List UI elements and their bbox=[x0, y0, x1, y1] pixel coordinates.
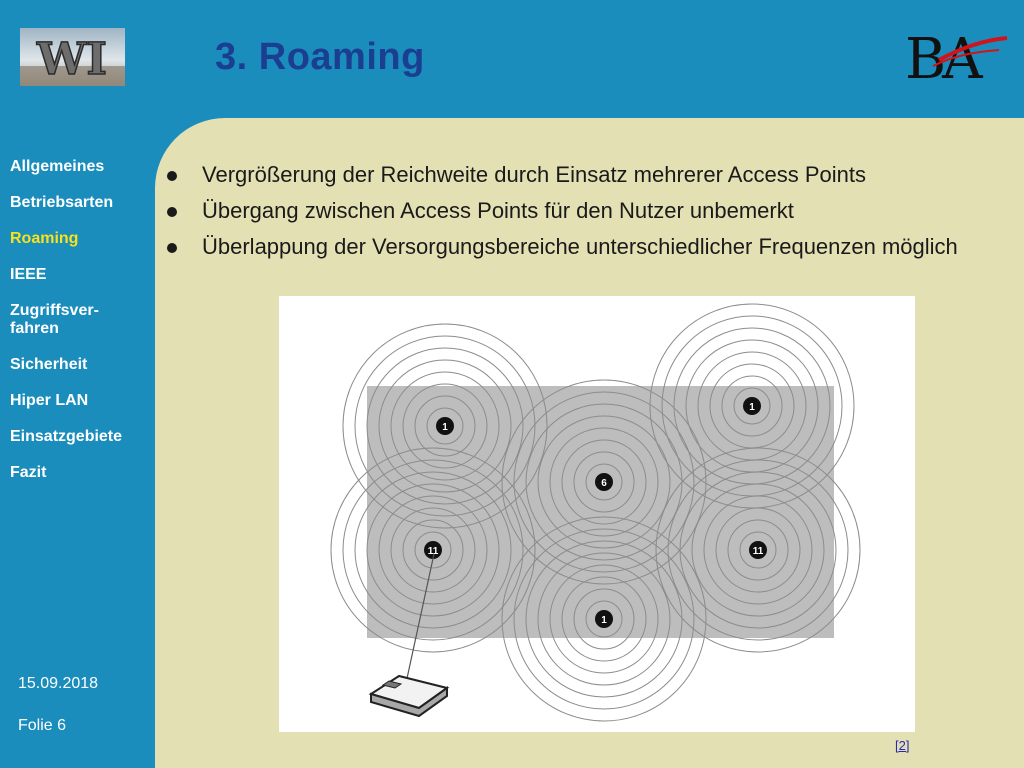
access-point-channel-label: 6 bbox=[601, 478, 607, 489]
bullet-text: Vergrößerung der Reichweite durch Einsatz mehrerer Access Points bbox=[202, 162, 866, 187]
source-reference[interactable]: [2] bbox=[895, 738, 910, 753]
access-point bbox=[436, 417, 454, 435]
nav-item-hiper-lan[interactable]: Hiper LAN bbox=[10, 392, 89, 409]
bullet-dot-icon bbox=[167, 243, 177, 253]
access-point-channel-label: 1 bbox=[749, 402, 755, 413]
ba-logo-text: BA bbox=[905, 27, 979, 84]
nav-item-roaming[interactable]: Roaming bbox=[10, 230, 79, 247]
nav-item-betriebsarten[interactable]: Betriebsarten bbox=[10, 194, 114, 211]
wi-logo-text: WI bbox=[37, 34, 107, 85]
nav-item-zugriffsverfahren[interactable]: Zugriffsver- fahren bbox=[10, 302, 99, 337]
bullet-dot-icon bbox=[167, 207, 177, 217]
nav-item-fazit[interactable]: Fazit bbox=[10, 464, 47, 481]
bullet-list bbox=[165, 160, 1005, 268]
access-point-channel-label: 1 bbox=[442, 422, 448, 433]
access-point bbox=[595, 473, 613, 491]
slide-date: 15.09.2018 bbox=[18, 675, 99, 692]
ba-logo bbox=[903, 26, 1011, 84]
laptop-icon bbox=[371, 676, 447, 716]
bullet-item bbox=[165, 232, 1005, 261]
nav-item-sicherheit[interactable]: Sicherheit bbox=[10, 356, 88, 373]
access-point bbox=[749, 541, 767, 559]
roaming-figure bbox=[279, 296, 915, 732]
bullet-dot-icon bbox=[167, 171, 177, 181]
nav-item-ieee[interactable]: IEEE bbox=[10, 266, 47, 283]
access-point bbox=[595, 610, 613, 628]
roaming-diagram bbox=[279, 296, 915, 732]
access-point-channel-label: 11 bbox=[752, 546, 764, 557]
nav-item-einsatzgebiete[interactable]: Einsatzgebiete bbox=[10, 428, 123, 445]
sidebar-nav bbox=[10, 158, 150, 500]
access-point-channel-label: 1 bbox=[601, 615, 607, 626]
access-point-channel-label: 11 bbox=[427, 546, 439, 557]
bullet-text: Überlappung der Versorgungsbereiche unterschiedlicher Frequenzen möglich bbox=[202, 234, 958, 259]
access-point bbox=[743, 397, 761, 415]
bullet-text: Übergang zwischen Access Points für den Nutzer unbemerkt bbox=[202, 198, 794, 223]
nav-item-allgemeines[interactable]: Allgemeines bbox=[10, 158, 105, 175]
wi-logo bbox=[20, 28, 125, 86]
slide-number: Folie 6 bbox=[18, 717, 67, 734]
slide-title: 3. Roaming bbox=[215, 36, 425, 78]
bullet-item bbox=[165, 196, 1005, 225]
bullet-item bbox=[165, 160, 1005, 189]
